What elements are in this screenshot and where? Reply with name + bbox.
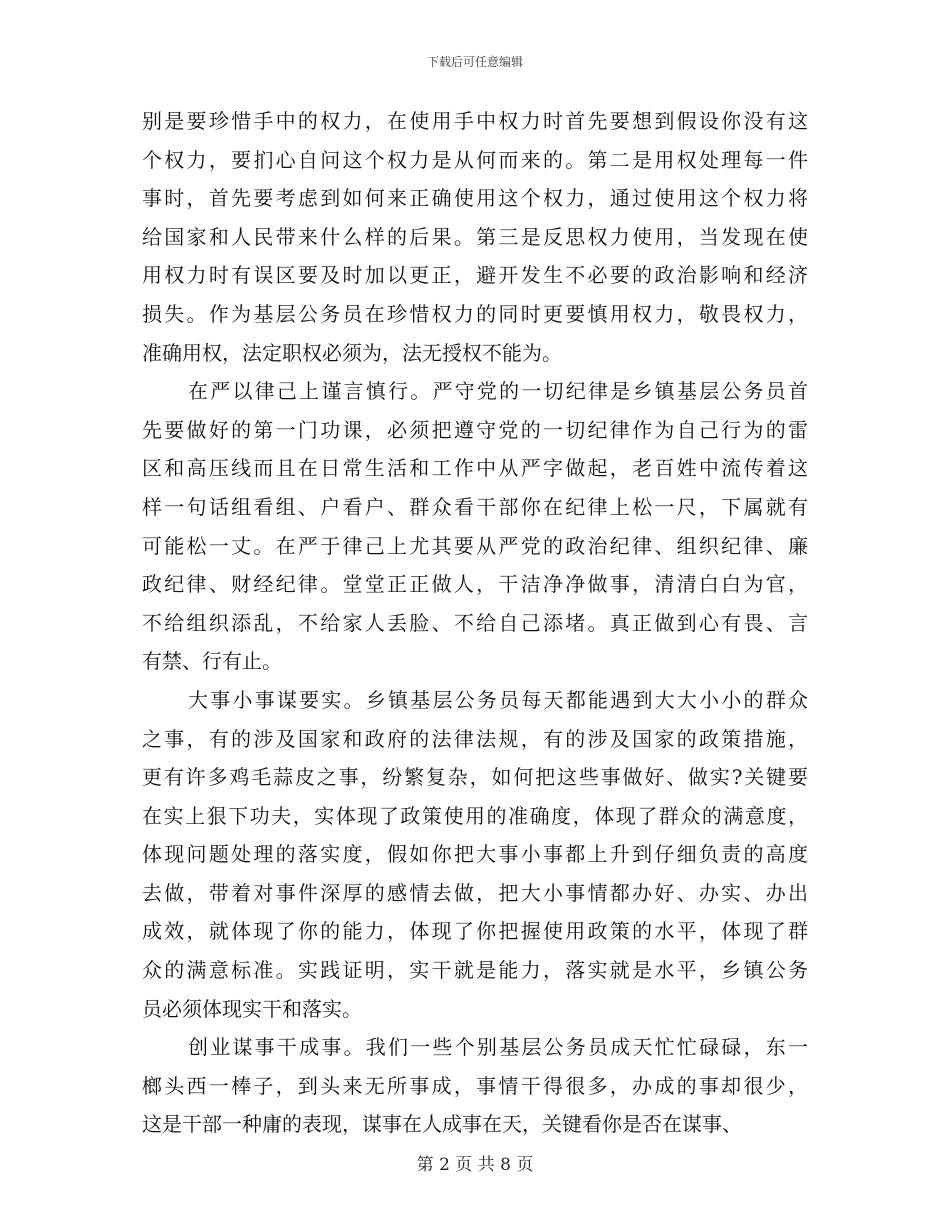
text-line: 政纪律、财经纪律。堂堂正正做人，干洁净净做事，清清白白为官， [142, 572, 808, 597]
page-footer: 第 2 页 共 8 页 [416, 1155, 534, 1175]
text-line: 可能松一丈。在严于律己上尤其要从严党的政治纪律、组织纪律、廉 [142, 533, 808, 558]
paragraph [142, 372, 808, 681]
text-line: 众的满意标准。实践证明，实干就是能力，落实就是水平，乡镇公务 [142, 958, 808, 983]
text-line: 之事，有的涉及国家和政府的法律法规，有的涉及国家的政策措施， [142, 726, 808, 751]
text-line: 这是干部一种庸的表现，谋事在人成事在天，关键看你是否在谋事、 [142, 1112, 742, 1137]
text-line: 损失。作为基层公务员在珍惜权力的同时更要慎用权力，敬畏权力， [142, 301, 808, 326]
document-body [142, 102, 808, 1144]
text-line: 有禁、行有止。 [142, 649, 282, 674]
text-line: 准确用权，法定职权必须为，法无授权不能为。 [142, 340, 562, 365]
text-line: 员必须体现实干和落实。 [142, 996, 362, 1021]
text-line: 区和高压线而且在日常生活和工作中从严字做起，老百姓中流传着这 [142, 456, 808, 481]
text-line: 成效，就体现了你的能力，体现了你把握使用政策的水平，体现了群 [142, 919, 808, 944]
text-line: 用权力时有误区要及时加以更正，避开发生不必要的政治影响和经济 [142, 263, 808, 288]
paragraph [142, 102, 808, 372]
text-line: 更有许多鸡毛蒜皮之事，纷繁复杂，如何把这些事做好、做实?关键要 [142, 765, 808, 790]
text-line: 在严以律己上谨言慎行。严守党的一切纪律是乡镇基层公务员首 [188, 379, 808, 404]
paragraph [142, 681, 808, 1028]
text-line: 事时，首先要考虑到如何来正确使用这个权力，通过使用这个权力将 [142, 186, 808, 211]
text-line: 去做，带着对事件深厚的感情去做，把大小事情都办好、办实、办出 [142, 880, 808, 905]
text-line: 不给组织添乱，不给家人丢脸、不给自己添堵。真正做到心有畏、言 [142, 610, 808, 635]
page-header: 下载后可任意编辑 [426, 55, 523, 69]
text-line: 创业谋事干成事。我们一些个别基层公务员成天忙忙碌碌，东一 [188, 1035, 808, 1060]
paragraph [142, 1028, 808, 1144]
text-line: 样一句话组看组、户看户、群众看干部你在纪律上松一尺，下属就有 [142, 494, 808, 519]
text-line: 在实上狠下功夫，实体现了政策使用的准确度，体现了群众的满意度， [142, 803, 808, 828]
text-line: 个权力，要扪心自问这个权力是从何而来的。第二是用权处理每一件 [142, 147, 808, 172]
text-line: 体现问题处理的落实度，假如你把大事小事都上升到仔细负责的高度 [142, 842, 808, 867]
text-line: 大事小事谋要实。乡镇基层公务员每天都能遇到大大小小的群众 [188, 687, 808, 712]
text-line: 先要做好的第一门功课，必须把遵守党的一切纪律作为自己行为的雷 [142, 417, 808, 442]
text-line: 给国家和人民带来什么样的后果。第三是反思权力使用，当发现在使 [142, 224, 808, 249]
text-line: 榔头西一棒子，到头来无所事成，事情干得很多，办成的事却很少， [142, 1073, 808, 1098]
text-line: 别是要珍惜手中的权力，在使用手中权力时首先要想到假设你没有这 [142, 109, 808, 133]
